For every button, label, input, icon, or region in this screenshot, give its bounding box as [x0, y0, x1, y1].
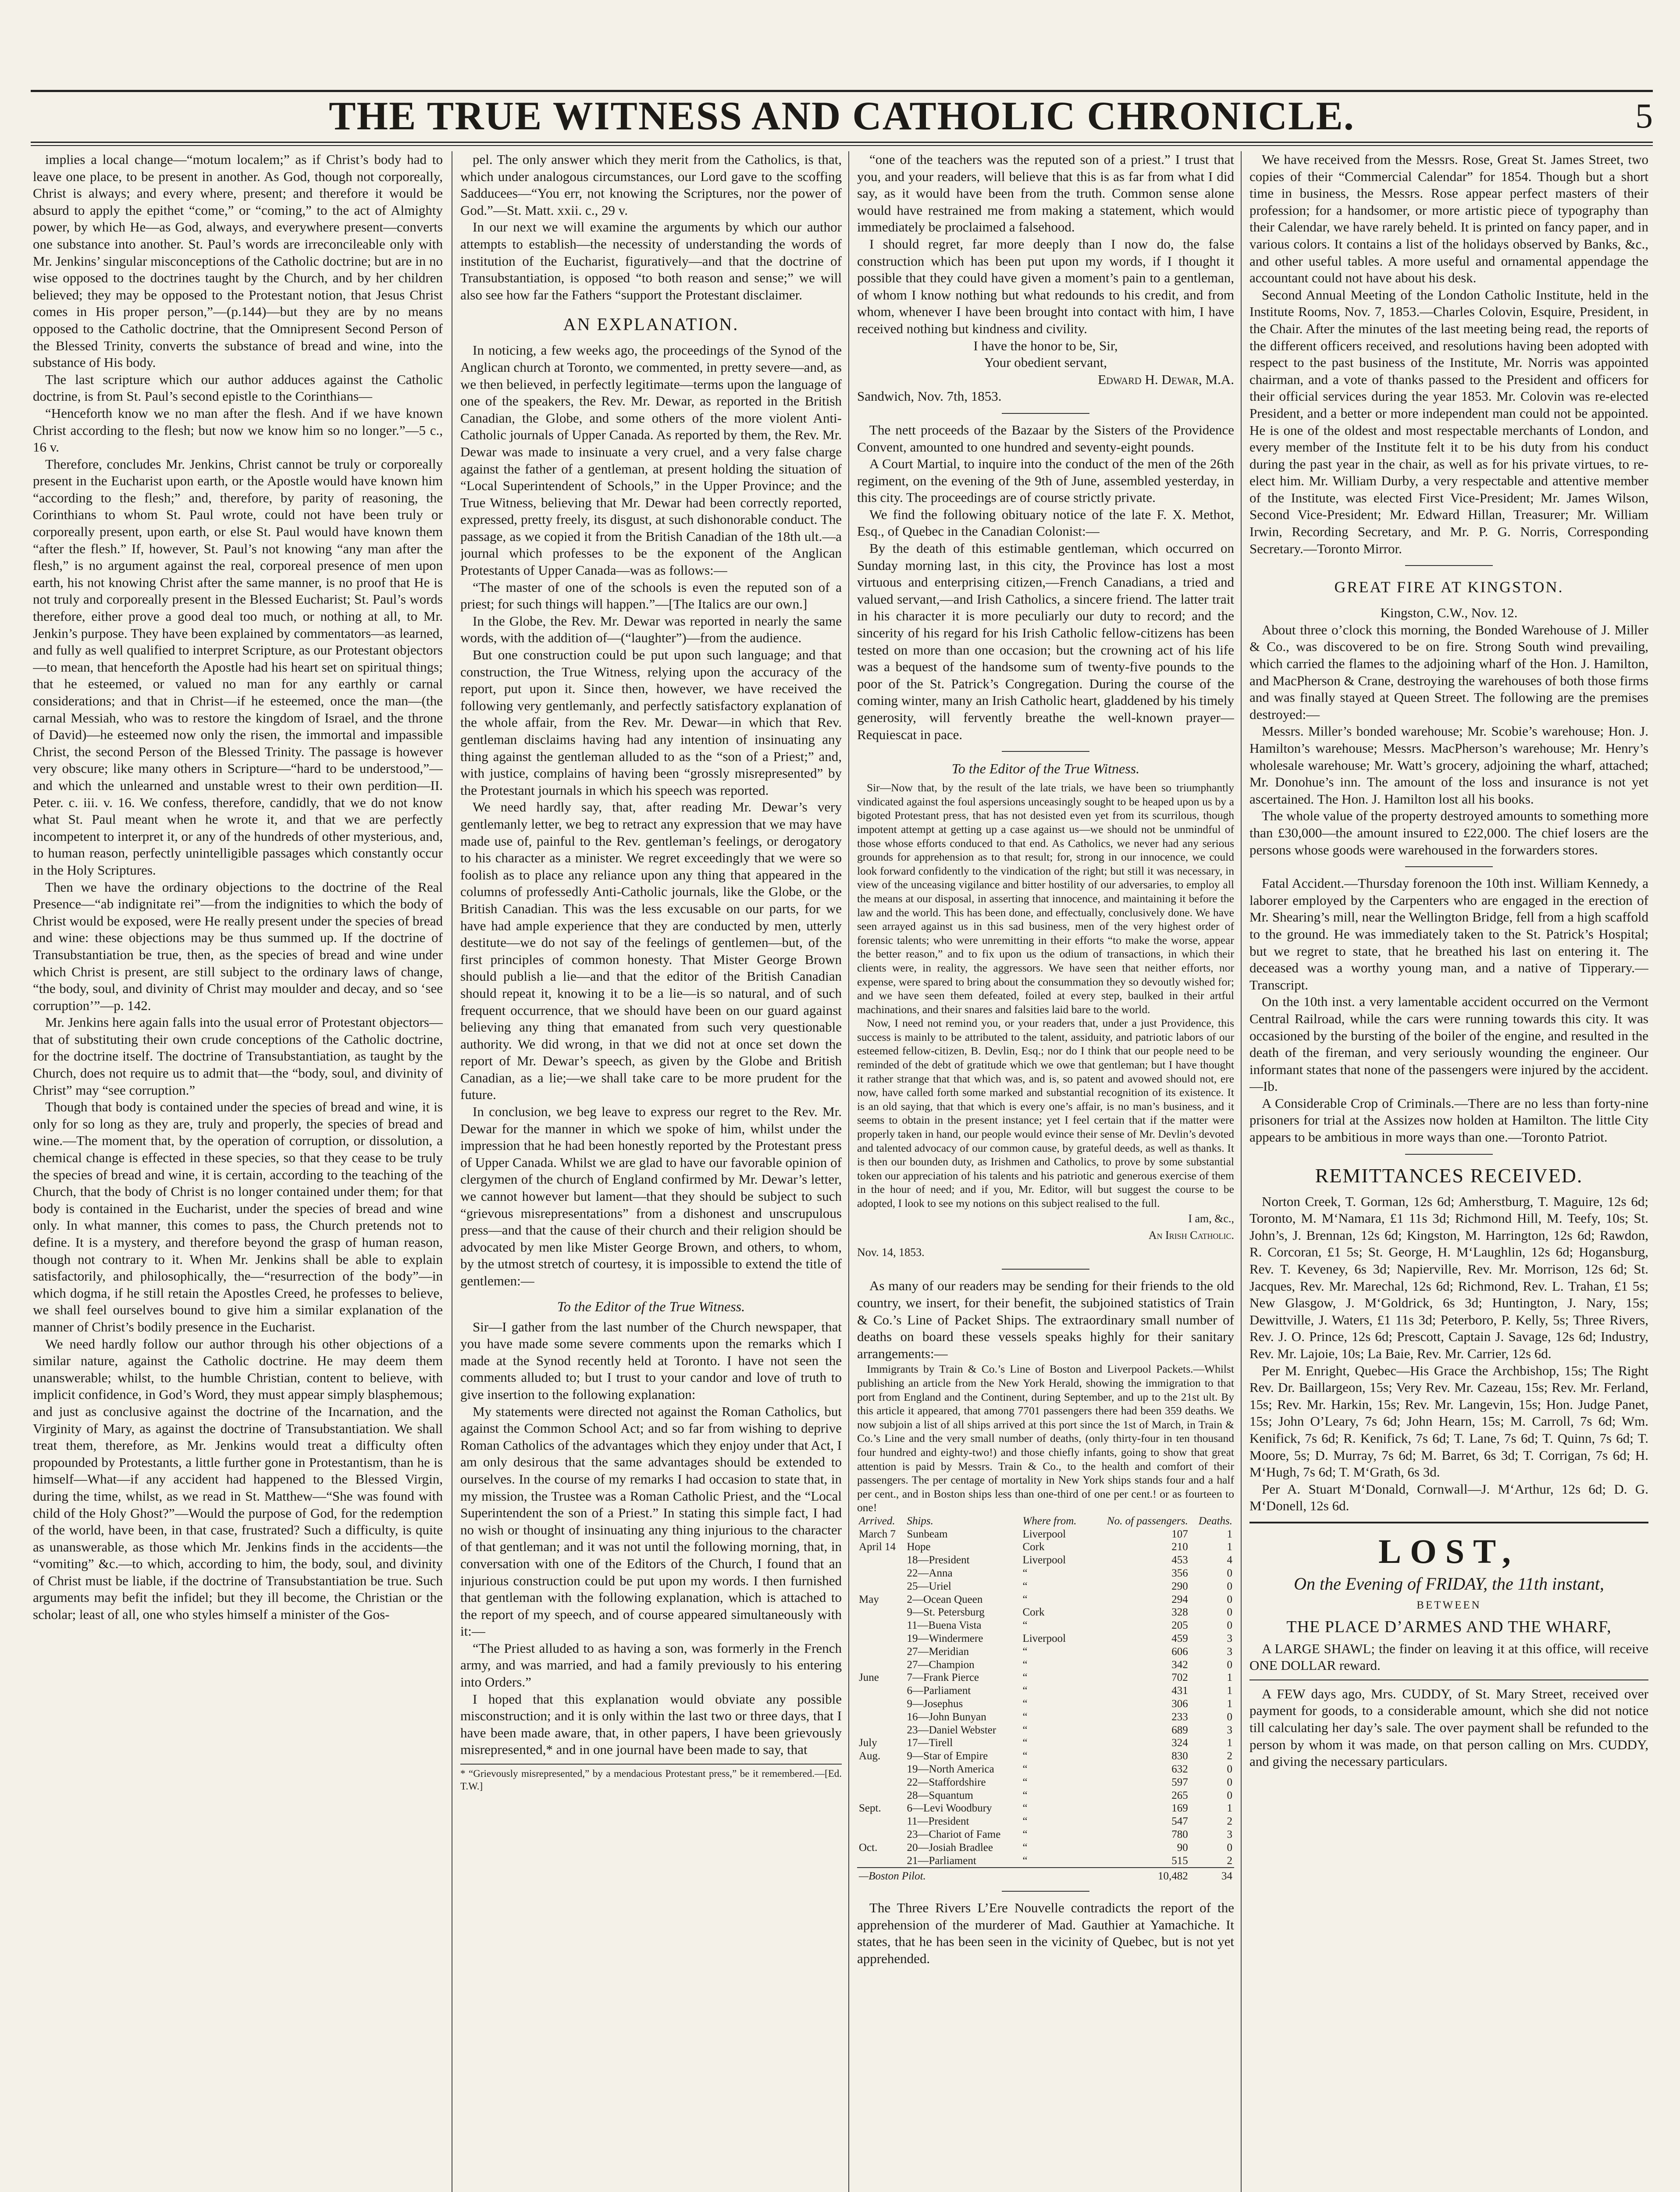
table-cell: 2: [1227, 1815, 1232, 1828]
lost-title: LOST,: [1378, 1532, 1520, 1570]
table-cell: “: [1022, 1672, 1028, 1684]
table-row: [857, 1724, 1234, 1737]
table-cell: 0: [1227, 1619, 1232, 1632]
table-cell: [857, 1567, 905, 1580]
masthead-bottom-rule-2: [31, 145, 1653, 146]
table-cell: “: [1022, 1711, 1028, 1723]
table-cell: [857, 1815, 905, 1828]
table-cell: [857, 1580, 905, 1593]
table-cell: 19—Windermere: [907, 1633, 983, 1645]
divider: [1002, 1891, 1089, 1892]
table-cell: 3: [1227, 1633, 1232, 1645]
lost-between: BETWEEN: [1417, 1599, 1481, 1611]
signature-name: Edward H. Dewar, M.A.: [1098, 371, 1234, 387]
explanation-heading: AN EXPLANATION.: [563, 314, 739, 334]
table-cell: 290: [1171, 1580, 1188, 1592]
paragraph: “The Priest alluded to as having a son, was formerly in the French army, and was married, and had a family previously to his entering into Orders.”: [460, 1640, 842, 1690]
ships-table-body: [857, 1528, 1234, 1868]
table-cell: 9—Star of Empire: [907, 1750, 988, 1762]
table-cell: 0: [1227, 1580, 1232, 1592]
table-cell: 23—Daniel Webster: [907, 1724, 997, 1736]
table-row: [857, 1684, 1234, 1697]
table-cell: Sunbeam: [907, 1528, 948, 1540]
table-cell: 597: [1171, 1776, 1188, 1788]
table-cell: 1: [1227, 1737, 1232, 1749]
dateline: Nov. 14, 1853.: [857, 1245, 925, 1259]
table-cell: 28—Squantum: [907, 1789, 973, 1801]
table-cell: 2: [1227, 1750, 1232, 1762]
column-header: Ships.: [907, 1515, 933, 1527]
paragraph: pel. The only answer which they merit from the Catholics, is that, which under analogous circumstances, our Lord gave to the scoffing Sadducees—“You err, not knowing the Scriptures, nor the power of God.”—St. Matt. xxii. c., 29 v.: [460, 152, 842, 218]
table-cell: May: [859, 1593, 879, 1605]
fire-article: [1249, 622, 1648, 858]
column-rule: [1241, 151, 1242, 2192]
table-cell: 780: [1171, 1829, 1188, 1840]
paragraph: Second Annual Meeting of the London Catholic Institute, held in the Institute Rooms, Nov. 7, 1853.—Charles Colovin, Esquire, President, in the Chair. After the minutes of the last meeting being read, the reports of the different officers received, and resolutions having been adopted with respect to the past business of the Institute, Mr. Norris was appointed chairman, and a vote of thanks passed to the President and officers for their official services during the year 1853. Mr. Colovin was re-elected President, and a better or more independent man could not be appointed. He is one of the oldest and most respectable merchants of London, and every member of the Institute felt it to be his duty from his conduct during the past year in the chair, as well as for his private virtues, to re-elect him. Mr. William Durby, a very respectable and attentive member of the Institute, was elected First Vice-President; Mr. James Wilson, Second Vice-President; Mr. Edward Hillan, Treasurer; Mr. William Irwin, Recording Secretary, and Mr. P. G. Norris, Corresponding Secretary.—Toronto Mirror.: [1249, 287, 1648, 556]
table-cell: 294: [1171, 1593, 1188, 1605]
table-cell: 356: [1171, 1567, 1188, 1580]
table-cell: “: [1022, 1658, 1028, 1671]
table-cell: 9—St. Petersburg: [907, 1606, 985, 1619]
table-cell: 547: [1171, 1815, 1188, 1828]
masthead: [31, 90, 1653, 138]
table-cell: “: [1022, 1802, 1028, 1815]
paragraph: In the Globe, the Rev. Mr. Dewar was reported in nearly the same words, with the addition of—(“laughter”)—from the audience.: [460, 613, 842, 646]
table-cell: 0: [1227, 1763, 1232, 1776]
column-1: [33, 151, 443, 2192]
table-cell: “: [1022, 1685, 1028, 1697]
table-cell: 18—President: [907, 1554, 970, 1566]
column-2: [460, 151, 842, 2192]
table-cell: Liverpool: [1022, 1554, 1066, 1566]
fire-dateline: Kingston, C.W., Nov. 12.: [1380, 605, 1518, 621]
table-cell: 210: [1171, 1541, 1188, 1553]
table-cell: [857, 1645, 905, 1658]
paragraph: Messrs. Miller’s bonded warehouse; Mr. Scobie’s warehouse; Hon. J. Hamilton’s warehouse; Messrs. MacPherson’s warehouse; Mr. Henry’s wholesale warehouse; Mr. Watt’s grocery, adjoining the wharf, attached; Mr. Donohue’s inn. The amount of the loss and insurance is not yet ascertained. The Hon. J. Hamilton lost all his books.: [1249, 723, 1648, 807]
table-row: [857, 1854, 1234, 1868]
table-cell: “: [1022, 1698, 1028, 1710]
paragraph: “The master of one of the schools is even the reputed son of a priest; for such things will happen.”—[The Italics are our own.]: [460, 579, 842, 612]
table-row: [857, 1541, 1234, 1554]
table-cell: 107: [1171, 1528, 1188, 1540]
table-cell: “: [1022, 1854, 1028, 1867]
table-cell: [857, 1619, 905, 1632]
table-cell: [857, 1606, 905, 1619]
column-header: Arrived.: [859, 1515, 895, 1527]
table-row: [857, 1554, 1234, 1567]
dewar-letter: [460, 1319, 842, 1758]
paragraph: On the 10th inst. a very lamentable accident occurred on the Vermont Central Railroad, while the cars were running towards this city. It was occasioned by the bursting of the boiler of the engine, and resulted in the death of the fireman, and very seriously wounding the engineer. Our informant states that none of the passengers were injured by the accident.—Ib.: [1249, 994, 1648, 1094]
table-cell: 1: [1227, 1802, 1232, 1815]
paragraph: We have received from the Messrs. Rose, Great St. James Street, two copies of their “Commercial Calendar” for 1854. Though but a short time in business, the Messrs. Rose appear perfect masters of their profession; for a handsomer, or more artistic piece of typography than their Calendar, we have rarely beheld. It is printed on fancy paper, and in various colors. It contains a list of the holidays observed by Banks, &c., and other useful tables. A more useful and ornamental appendage the accountant could not have about his desk.: [1249, 152, 1648, 286]
letter-heading: To the Editor of the True Witness.: [951, 761, 1140, 777]
table-cell: 324: [1171, 1737, 1188, 1749]
paragraph: Now, I need not remind you, or your readers that, under a just Providence, this success is mainly to be attributed to the talent, assiduity, and patriotic labors of our esteemed fellow-citizen, B. Devlin, Esq.; nor do I think that our people need to be reminded of the debt of gratitude which we owe that gentleman; but I have thought it rather strange that that which was, and is, so patent and avowed should not, ere now, have called forth some marked and substantial recognition of its existence. It is an old saying, that that which is every one’s affair, is no man’s business, and it seems to obtain in the present instance; yet I feel certain that if the matter were properly taken in hand, our people would evince their sense of Mr. Devlin’s devoted and talented advocacy of our common cause, by grateful deeds, as well as thanks. It is then our bounden duty, as Irishmen and Catholics, to prove by some substantial token our appreciation of his talents and his patriotic and generous exercise of them in the hour of need; and if you, Mr. Editor, will but suggest the course to be adopted, I look to see my notions on this subject realised to the full.: [857, 1017, 1234, 1210]
three-rivers-note: [857, 1900, 1234, 1967]
table-cell: [857, 1632, 905, 1645]
table-cell: 27—Champion: [907, 1658, 975, 1671]
packet-ships-intro: [857, 1277, 1234, 1362]
table-cell: 20—Josiah Bradlee: [907, 1841, 993, 1854]
table-cell: Cork: [1022, 1606, 1045, 1619]
table-cell: 9—Josephus: [907, 1698, 963, 1710]
table-cell: 265: [1171, 1789, 1188, 1801]
article-conclusion: [460, 151, 842, 303]
paragraph: The nett proceeds of the Bazaar by the Sisters of the Providence Convent, amounted to one hundred and seventy-eight pounds.: [857, 422, 1234, 455]
table-cell: 2—Ocean Queen: [907, 1593, 983, 1605]
train-co-paragraph: Immigrants by Train & Co.’s Line of Boston and Liverpool Packets.—Whilst publishing an article from the New York Herald, showing the immigration to that port from England and the Continent, during September, and up to the 21st ult. By this article it appeared, that among 7701 passengers there had been 359 deaths. We now subjoin a list of all ships arrived at this port since the 1st of March, in Train & Co.’s Line and the very small number of deaths, (only thirty-four in ten thousand four hundred and eighty-two!) and those chiefly infants, going to show that great attention is paid by Messrs. Train & Co., to the health and comfort of their passengers. The per centage of mortality in New York ships stands four and a half per cent., and in Boston ships less than one-third of one per cent.! or as fourteen to one!: [857, 1363, 1234, 1514]
table-cell: Aug.: [859, 1750, 881, 1762]
paragraph: Per M. Enright, Quebec—His Grace the Archbishop, 15s; The Right Rev. Dr. Baillargeon, 15s; Very Rev. Mr. Cazeau, 15s; Rev. Mr. Ferland, 15s; Rev. Mr. Harkin, 15s; Rev. Mr. Langevin, 15s; Hon. Judge Panet, 15s; John O’Leary, 7s 6d; John Hearn, 15s; M. Carroll, 7s 6d; Wm. Kenifick, 7s 6d; R. Kenifick, 7s 6d; T. Lane, 7s 6d; T. Quinn, 7s 6d; T. Moore, 5s; D. Murray, 7s 6d; M. Barret, 6s 3d; T. Corrigan, 7s 6d; H. M‘Hugh, 7s 6d; T. M‘Grath, 6s 3d.: [1249, 1363, 1648, 1480]
paragraph: I should regret, far more deeply than I now do, the false construction which has been put upon my words, if I thought it possible that they could have given a moment’s pain to a gentleman, of whom I know nothing but what redounds to his credit, and from whom, whenever I have been brought into contact with him, I have received nothing but kindness and civility.: [857, 236, 1234, 336]
table-cell: 342: [1171, 1658, 1188, 1671]
table-cell: 27—Meridian: [907, 1645, 969, 1658]
newspaper-title: THE TRUE WITNESS AND CATHOLIC CHRONICLE.: [329, 93, 1355, 138]
table-cell: 233: [1171, 1711, 1188, 1723]
news-notes: [1249, 151, 1648, 557]
paragraph: The last scripture which our author adduces against the Catholic doctrine, is from St. Paul’s second epistle to the Corinthians—: [33, 371, 443, 404]
paragraph: We need hardly say, that, after reading Mr. Dewar’s very gentlemanly letter, we beg to retract any expression that we may have made use of, painful to the Rev. gentleman’s feelings, or derogatory to his character as a minister. We regret exceedingly that we were so foolish as to place any reliance upon any thing that appeared in the columns of professedly Anti-Catholic journals, like the Globe, or the British Canadian. This was the less excusable on our parts, for we have had ample experience that they are conducted by men, utterly destitute—we do not say of the feelings of gentlemen—but, of the first principles of common honesty. That Mister George Brown should publish a lie—and that the editor of the British Canadian should repeat it, knowing it to be a lie—is so natural, and of such frequent occurrence, that we should have been on our guard against believing any thing that emanated from such very questionable authority. We did wrong, in that we did not at once set down the report of Mr. Dewar’s speech, as given by the Globe and British Canadian, as a lie;—we shall take care to be more prudent for the future.: [460, 799, 842, 1103]
paragraph: By the death of this estimable gentleman, which occurred on Sunday morning last, in this city, the Province has lost a most virtuous and enterprising citizen,—French Canadians, a tried and valued servant,—and Irish Catholics, a sincere friend. The latter trait in his character it is more peculiarly our duty to record; and the sincerity of his regard for his Irish Catholic fellow-citizens has been tested on more than one occasion; but the crowning act of his life was a bequest of the handsome sum of twenty-five pounds to the poor of the St. Patrick’s Congregation. During the course of the coming winter, many an Irish Catholic heart, gladdened by his timely generosity, will fervently breathe the well-known prayer—Requiescat in pace.: [857, 541, 1234, 742]
paragraph: In conclusion, we beg leave to express our regret to the Rev. Mr. Dewar for the manner in which we spoke of him, whilst under the impression that he had been honestly reported by the Protestant press of Upper Canada. Whilst we are glad to have our favorable opinion of clergymen of the church of England confirmed by Mr. Dewar’s letter, we cannot however but lament—that they should be subject to such “grievous misrepresentations” from a dishonest and unscrupulous press—and that the cause of their church and their religion should be advocated by men like Mister George Brown, and others, to whom, by the utmost stretch of courtesy, it is impossible to extend the title of gentlemen:—: [460, 1104, 842, 1288]
table-cell: 453: [1171, 1554, 1188, 1566]
table-cell: Hope: [907, 1541, 931, 1553]
table-row: [857, 1802, 1234, 1815]
table-cell: Cork: [1022, 1541, 1045, 1553]
table-row: [857, 1763, 1234, 1776]
table-cell: 2: [1227, 1854, 1232, 1867]
table-row: [857, 1776, 1234, 1789]
table-cell: Oct.: [859, 1841, 878, 1854]
table-cell: [857, 1854, 905, 1868]
paragraph: Therefore, concludes Mr. Jenkins, Christ cannot be truly or corporeally present in the Eucharist upon earth, or the Apostle would have known him “according to the flesh;” and, therefore, by parity of reasoning, the Corinthians to whom St. Paul wrote, could not have been truly or corporeally present, upon earth, or else St. Paul would have known them “after the flesh.” If, however, St. Paul’s not knowing “any man after the flesh,” is no argument against the real, corporeal presence of men upon earth, his not knowing Christ after the same manner, is no proof that He is not truly and corporeally present in the Blessed Eucharist; St. Paul’s words therefore, either prove a good deal too much, or nothing at all, to Mr. Jenkin’s purpose. They have been explained by commentators—as learned, and fully as well qualified to interpret Scripture, as our Protestant objectors—to mean, that henceforth the Apostle had his heart set on spiritual things; that he esteemed, or valued no man for any earthly or carnal considerations; and that in Christ—if he esteemed, once the man—(the carnal Messiah, who was to restore the kingdom of Israel, and the throne of David)—he esteemed now only the risen, the immortal and impassible Christ, the second Person of the Blessed Trinity. The passage is however very obscure; like many others in Scripture—“hard to be understood,”—and which the unlearned and unstable wrest to their own perdition—II. Peter. c. iii. v. 16. We confess, therefore, candidly, that we do not know what St. Paul meant when he wrote it, and that we are perfectly incompetent to interpret it, or any of the hundreds of other mysterious, and, to human reason, perfectly unintelligible passages which constantly occur in the Holy Scriptures.: [33, 456, 443, 878]
table-row: [857, 1606, 1234, 1619]
table-cell: 3: [1227, 1724, 1232, 1736]
local-news: [857, 422, 1234, 743]
table-cell: 0: [1227, 1789, 1232, 1801]
table-cell: 205: [1171, 1619, 1188, 1632]
table-cell: 90: [1177, 1841, 1188, 1854]
signature-line: Your obedient servant,: [984, 355, 1107, 370]
table-cell: June: [859, 1672, 879, 1684]
table-cell: 0: [1227, 1711, 1232, 1723]
train-co-article: [857, 1362, 1234, 1515]
table-row: [857, 1658, 1234, 1672]
table-cell: 306: [1171, 1698, 1188, 1710]
table-cell: “: [1022, 1841, 1028, 1854]
masthead-bottom-rule: [31, 142, 1653, 143]
divider: [1405, 565, 1493, 566]
table-row: [857, 1645, 1234, 1658]
table-cell: [857, 1697, 905, 1711]
lost-place: THE PLACE D’ARMES AND THE WHARF,: [1286, 1617, 1612, 1636]
page-number: 5: [1635, 97, 1653, 135]
paragraph: Norton Creek, T. Gorman, 12s 6d; Amherstburg, T. Maguire, 12s 6d; Toronto, M. M‘Namara, £1 11s 3d; Richmond Hill, M. Teefy, 10s; St. John’s, J. Brennan, 12s 6d; Kingston, M. Harrington, 12s 6d; Rawdon, R. Corcoran, £1 5s; St. George, H. M‘Laughlin, 12s 6d; Hogansburg, Rev. T. Keveney, 6s 3d; Napierville, Rev. Mr. Morrison, 12s 6d; St. Jacques, Rev. Mr. Marechal, 12s 6d; Richmond, Rev. L. Trahan, £1 5s; New Glasgow, J. M‘Goldrick, 6s 3d; Huntington, J. Nary, 15s; Dewittville, J. Waters, £1 11s 3d; Peterboro, P. Kelly, 5s; Three Rivers, Rev. J. O. Prince, 12s 6d; Prescott, Captain J. Savage, 12s 6d; Industry, Rev. Mr. Lajoie, 10s; La Baie, Rev. Mr. Carrier, 12s 6d.: [1249, 1193, 1648, 1361]
paragraph: My statements were directed not against the Roman Catholics, but against the Common School Act; and so far from wishing to deprive Roman Catholics of the advantages which they enjoy under that Act, I am only desirous that the same advantages should be extended to ourselves. In the course of my remarks I had occasion to state that, in my mission, the Trustee was a Roman Catholic Priest, and the “Local Superintendent the son of a Priest.” In stating this simple fact, I had no wish or thought of insinuating any thing injurious to the character of that gentleman; and it was not until the following morning, that, in conversation with one of the Editors of the Church, I found that an injurious construction could be put upon my words. I then furnished that gentleman with the following explanation, which is attached to the report of my speech, and of course appeared simultaneously with it:—: [460, 1403, 842, 1639]
table-cell: 0: [1227, 1658, 1232, 1671]
divider: [1002, 1269, 1089, 1270]
table-row: [857, 1671, 1234, 1684]
column-header: Deaths.: [1198, 1515, 1232, 1527]
paragraph: “Henceforth know we no man after the flesh. And if we have known Christ according to the flesh; but now we know him so no longer.”—5 c., 16 v.: [33, 405, 443, 455]
table-cell: 1: [1227, 1685, 1232, 1697]
table-cell: [857, 1658, 905, 1672]
irish-catholic-letter: [857, 781, 1234, 1210]
table-cell: “: [1022, 1776, 1028, 1788]
paragraph: In our next we will examine the arguments by which our author attempts to establish—the necessity of understanding the words of institution of the Eucharist, figuratively—and that the doctrine of Transubstantiation, is opposed “to both reason and sense;” we will also see how far the Fathers “support the Protestant disclaimer.: [460, 219, 842, 302]
table-cell: 169: [1171, 1802, 1188, 1815]
paragraph: A Court Martial, to inquire into the conduct of the men of the 26th regiment, on the evening of the 9th of June, assembled yesterday, in this city. The proceedings are of course strictly private.: [857, 456, 1234, 505]
table-cell: 3: [1227, 1645, 1232, 1658]
table-row: [857, 1619, 1234, 1632]
table-source: —Boston Pilot.: [857, 1868, 1089, 1883]
divider: [1405, 866, 1493, 867]
table-row: [857, 1841, 1234, 1854]
table-row: [857, 1737, 1234, 1750]
table-row: [857, 1567, 1234, 1580]
explanation-article: [460, 342, 842, 1289]
table-cell: 21—Parliament: [907, 1854, 976, 1867]
table-row: [857, 1828, 1234, 1841]
table-cell: 11—Buena Vista: [907, 1619, 982, 1632]
dewar-letter-cont: [857, 151, 1234, 338]
table-row: [857, 1711, 1234, 1724]
total-passengers: 10,482: [1089, 1868, 1189, 1883]
table-row: [857, 1528, 1234, 1541]
table-header-row: [857, 1515, 1234, 1528]
masthead-top-rule: [31, 90, 1653, 92]
cuddy-advertisement: A FEW days ago, Mrs. CUDDY, of St. Mary Street, received over payment for goods, to a considerable amount, which she did not notice till calculating her day’s sale. The over payment shall be refunded to the person by whom it was made, on that person calling on Mrs. CUDDY, and giving the necessary particulars.: [1249, 1686, 1648, 1769]
ships-table: [857, 1515, 1234, 1883]
column-header: Where from.: [1022, 1515, 1077, 1527]
paragraph: The Three Rivers L’Ere Nouvelle contradicts the report of the apprehension of the murderer of Mad. Gauthier at Yamachiche. It states, that he has been seen in the vicinity of Quebec, but is not yet apprehended.: [857, 1900, 1234, 1966]
table-cell: 22—Staffordshire: [907, 1776, 986, 1788]
letter-heading: To the Editor of the True Witness.: [557, 1298, 745, 1314]
table-cell: “: [1022, 1619, 1028, 1632]
paragraph: Sir—I gather from the last number of the Church newspaper, that you have made some severe comments upon the remarks which I made at the Synod recently held at Toronto. I have not seen the comments alluded to; but I trust to your candor and love of truth to give insertion to the following explanation:: [460, 1319, 842, 1402]
lost-subtitle: On the Evening of FRIDAY, the 11th instant,: [1294, 1573, 1604, 1594]
table-cell: July: [859, 1737, 877, 1749]
divider: [1002, 413, 1089, 414]
table-cell: [857, 1789, 905, 1802]
paragraph: The whole value of the property destroyed amounts to something more than £30,000—the amount insured to £22,000. The chief losers are the persons whose goods were warehoused in the forwarders stores.: [1249, 808, 1648, 858]
table-cell: “: [1022, 1580, 1028, 1592]
table-cell: 1: [1227, 1528, 1232, 1540]
signature-line: I have the honor to be, Sir,: [973, 338, 1118, 353]
column-header: No. of passengers.: [1107, 1515, 1188, 1527]
paragraph: implies a local change—“motum localem;” as if Christ’s body had to leave one place, to be present in another. As God, though not corporeally, Christ is always; and every where, present; and therefore it would be absurd to apply the epithet “come,” or “coming,” to the act of Almighty power, by which He—as God, always, and everywhere present—converts one substance into another. St. Paul’s words are irreconcileable only with Mr. Jenkins’ singular misconceptions of the Catholic doctrine; but are in no wise opposed to the doctrines taught by the Church, and by her children believed; they may be opposed to the Protestant notion, that Jesus Christ comes in His proper person,”—(p.144)—but they are by no means opposed to the Catholic doctrine, that the Omnipresent Second Person of the Blessed Trinity, converts the substance of bread and wine, into the substance of His body.: [33, 152, 443, 370]
fire-heading: GREAT FIRE AT KINGSTON.: [1334, 578, 1564, 596]
table-cell: 22—Anna: [907, 1567, 953, 1580]
table-row: [857, 1750, 1234, 1763]
table-cell: 702: [1171, 1672, 1188, 1684]
paragraph: In noticing, a few weeks ago, the proceedings of the Synod of the Anglican church at Toronto, we commented, in pretty severe—and, as we then believed, in perfectly legitimate—terms upon the language of one of the speakers, the Rev. Mr. Dewar, as reported in the British Canadian, the Globe, and some others of the more violent Anti-Catholic journals of Upper Canada. As reported by them, the Rev. Mr. Dewar was made to insinuate a very cruel, and a very false charge against the father of a gentleman, at present holding the situation of “Local Superintendent of Schools,” in the Upper Province; and the True Witness, believing that Mr. Dewar had been correctly reported, expressed, pretty freely, its disgust, at such dishonorable conduct. The passage, as we copied it from the British Canadian of the 18th ult.—a journal which professes to be the exponent of the Anglican Protestants of Upper Canada—was as follows:—: [460, 342, 842, 578]
paragraph: I hoped that this explanation would obviate any possible misconstruction; and it is only within the last two or three days, that I have been made aware, that, in other papers, I have been grievously misrepresented,* and in one journal have been made to say, that: [460, 1691, 842, 1758]
table-cell: “: [1022, 1750, 1028, 1762]
accident-notes: [1249, 875, 1648, 1146]
table-cell: 4: [1227, 1554, 1232, 1566]
table-cell: “: [1022, 1724, 1028, 1736]
column-rule: [848, 151, 849, 2192]
table-cell: 515: [1171, 1854, 1188, 1867]
table-cell: 23—Chariot of Fame: [907, 1829, 1001, 1840]
lost-body: A LARGE SHAWL; the finder on leaving it at this office, will receive ONE DOLLAR reward.: [1249, 1640, 1648, 1673]
table-total-row: [857, 1868, 1234, 1883]
footnote: * “Grievously misrepresented,” by a mendacious Protestant press,” be it remembered.—[Ed. T.W.]: [460, 1764, 842, 1793]
table-row: [857, 1580, 1234, 1593]
table-cell: [857, 1554, 905, 1567]
paragraph: We find the following obituary notice of the late F. X. Methot, Esq., of Quebec in the Canadian Colonist:—: [857, 506, 1234, 539]
paragraph: Sir—Now that, by the result of the late trials, we have been so triumphantly vindicated against the foul aspersions unceasingly sought to be heaped upon us by a bigoted Protestant press, that has not desisted even yet from its scurrilous, though impotent attempt at getting up a case against us—we should not be unmindful of those whose efforts conduced to that end. As Catholics, we never had any serious grounds for apprehension as to that result; for, strong in our innocence, we could look forward confidently to the vindication of the right; but still it was necessary, in view of the unceasing vigilance and bitter hostility of our adversaries, to employ all the means at our disposal, in asserting that innocence, and maintaining it before the law and the world. This has been done, and effectually, conclusively done. We have seen arrayed against us in this sad business, men of the very highest order of forensic talents; who were unremitting in their efforts “to make the worse, appear the better reason,” and to fix upon us the odium of transactions, in which their clients were, in reality, the aggressors. We have seen that neither efforts, nor expense, were spared to bring about the consummation they so devoutly wished for; and we have seen them defeated, foiled at every step, baulked in their artful machinations, and their snares and falsities laid bare to the world.: [857, 781, 1234, 1016]
table-cell: 3: [1227, 1829, 1232, 1840]
table-cell: Liverpool: [1022, 1528, 1066, 1540]
remittances-list: [1249, 1193, 1648, 1515]
paragraph: But one construction could be put upon such language; and that construction, the True Witness, relying upon the accuracy of the report, put upon it. Since then, however, we have received the following very gentlemanly, and perfectly satisfactory explanation of the whole affair, from the Rev. Mr. Dewar—in which that Rev. gentleman disclaims having had any intention of insinuating any thing against the gentleman alluded to as the “son of a Priest;” and, with justice, complains of having been “grossly misrepresented” by the Protestant journals in which his speech was reported.: [460, 647, 842, 798]
table-cell: 1: [1227, 1541, 1232, 1553]
table-cell: “: [1022, 1737, 1028, 1749]
paragraph: Fatal Accident.—Thursday forenoon the 10th inst. William Kennedy, a laborer employed by the Carpenters who are engaged in the erection of Mr. Shearing’s mill, near the Wellington Bridge, fell from a high scaffold to the ground. He was immediately taken to the St. Patrick’s Hospital; but we regret to state, that he breathed his last on entering it. The deceased was a worthy young man, and a native of Tipperary.—Transcript.: [1249, 875, 1648, 993]
table-cell: “: [1022, 1789, 1028, 1801]
paragraph: Mr. Jenkins here again falls into the usual error of Protestant objectors—that of substituting their own crude conceptions of the Catholic doctrine, for the doctrine itself. The doctrine of Transubstantiation, as taught by the Church, does not require us to admit that—the “body, soul, and divinity of Christ” may “see corruption.”: [33, 1014, 443, 1098]
table-cell: 0: [1227, 1593, 1232, 1605]
table-cell: “: [1022, 1763, 1028, 1776]
lost-advertisement: [1249, 1532, 1648, 1674]
column-3: [857, 151, 1234, 2192]
table-cell: 11—President: [907, 1815, 969, 1828]
table-cell: 431: [1171, 1685, 1188, 1697]
divider: [1002, 751, 1089, 752]
remittances-heading: REMITTANCES RECEIVED.: [1315, 1164, 1583, 1187]
table-cell: 0: [1227, 1841, 1232, 1854]
table-cell: April 14: [859, 1541, 896, 1553]
table-cell: 1: [1227, 1672, 1232, 1684]
table-cell: 17—Tirell: [907, 1737, 953, 1749]
paragraph: Though that body is contained under the species of bread and wine, it is only for so long as they are, truly and properly, the species of bread and wine.—The moment that, by the operation of corruption, or dissolution, a chemical change is effected in these species, so that they cease to be truly the species of bread and wine, it is certain, according to the teaching of the Church, that the body of Christ is no longer contained under them; for that body is contained in the Eucharist, under the species of bread and wine only. In what manner, this comes to pass, the Church pretends not to define. It is a mystery, and therefore beyond the grasp of human reason, though not contrary to it. When Mr. Jenkins shall be able to explain satisfactorily, and philosophically, the—“resurrection of the body”—in which dogma, if he still retain the Apostles Creed, he professes to believe, we shall feel ourselves bound to give him a similar explanation of the manner of Christ’s bodily presence in the Eucharist.: [33, 1099, 443, 1334]
paragraph: “one of the teachers was the reputed son of a priest.” I trust that you, and your readers, will believe that this is as far from what I did say, as it would have been from the truth. Common sense alone would have restrained me from making a statement, which would immediately be proclaimed a falsehood.: [857, 152, 1234, 235]
table-cell: 0: [1227, 1606, 1232, 1619]
table-cell: 6—Parliament: [907, 1685, 971, 1697]
table-cell: 328: [1171, 1606, 1188, 1619]
table-cell: 830: [1171, 1750, 1188, 1762]
signature-line: I am, &c.,: [1188, 1212, 1234, 1225]
dateline: Sandwich, Nov. 7th, 1853.: [857, 388, 1002, 404]
table-cell: 0: [1227, 1567, 1232, 1580]
table-cell: March 7: [859, 1528, 896, 1540]
table-cell: Liverpool: [1022, 1633, 1066, 1645]
table-cell: [857, 1828, 905, 1841]
table-cell: 16—John Bunyan: [907, 1711, 986, 1723]
table-cell: 632: [1171, 1763, 1188, 1776]
table-cell: “: [1022, 1567, 1028, 1580]
divider: [1405, 1154, 1493, 1155]
table-cell: 0: [1227, 1776, 1232, 1788]
table-cell: [857, 1684, 905, 1697]
table-cell: 6—Levi Woodbury: [907, 1802, 992, 1815]
table-cell: 1: [1227, 1698, 1232, 1710]
transubstantiation-article-cont: [33, 151, 443, 1623]
table-row: [857, 1815, 1234, 1828]
table-cell: “: [1022, 1593, 1028, 1605]
table-row: [857, 1697, 1234, 1711]
table-cell: 606: [1171, 1645, 1188, 1658]
table-cell: [857, 1711, 905, 1724]
paragraph: As many of our readers may be sending for their friends to the old country, we insert, for their benefit, the subjoined statistics of Train & Co.’s Line of Packet Ships. The extraordinary small number of deaths on board these vessels speaks highly for their sanitary arrangements:—: [857, 1278, 1234, 1361]
table-cell: 689: [1171, 1724, 1188, 1736]
table-row: [857, 1593, 1234, 1606]
paragraph: About three o’clock this morning, the Bonded Warehouse of J. Miller & Co., was discovered to be on fire. Strong South wind prevailing, which carried the flames to the adjoining wharf of the Hon. J. Hamilton, and MacPherson & Crane, destroying the warehouses of both those firms and was finally stayed at Queen Street. The following are the premises destroyed:—: [1249, 622, 1648, 722]
total-deaths: 34: [1190, 1868, 1234, 1883]
column-4: [1249, 151, 1648, 2192]
table-cell: [857, 1724, 905, 1737]
table-cell: “: [1022, 1815, 1028, 1828]
table-cell: 19—North America: [907, 1763, 994, 1776]
table-row: [857, 1789, 1234, 1802]
paragraph: Then we have the ordinary objections to the doctrine of the Real Presence—“ab indignitate rei”—from the indignities to which the body of Christ would be exposed, were He really present under the species of bread and wine: these objections may be thus summed up. If the doctrine of Transubstantiation be true, then, as the species of bread and wine under which Christ is present, are still subject to the ordinary laws of change, “the body, soul, and divinity of Christ may moulder and decay, and so ‘see corruption’”—p. 142.: [33, 879, 443, 1013]
table-cell: 459: [1171, 1633, 1188, 1645]
table-cell: [857, 1763, 905, 1776]
table-cell: “: [1022, 1829, 1028, 1840]
paragraph: A Considerable Crop of Criminals.—There are no less than forty-nine prisoners for trial at the Assizes now holden at Hamilton. The little City appears to be ambitious in more ways than one.—Toronto Patriot.: [1249, 1095, 1648, 1145]
table-cell: 7—Frank Pierce: [907, 1672, 979, 1684]
table-cell: 25—Uriel: [907, 1580, 951, 1592]
paragraph: We need hardly follow our author through his other objections of a similar nature, against the Catholic doctrine. He may deem them unanswerable; whilst, to the humble Christian, content to believe, with implicit confidence, in God’s Word, they must appear simply blasphemous; and just as conclusive against the doctrine of the Incarnation, and the Virginity of Mary, as against the doctrine of Transubstantiation. We shall treat them, therefore, as Mr. Jenkins would treat a difficulty often propounded by Protestants, a little further gone in Protestantism, than he is himself—What—if any accident had happened to the Blessed Virgin, during the time, whilst, as we read in St. Matthew—“She was found with child of the Holy Ghost?”—Would the purpose of God, for the redemption of the world, have been, in that case, frustrated? Such a difficulty, is quite as unanswerable, as those which Mr. Jenkins finds in the accidents—the “vomiting” &c.—to which, according to him, the body, soul, and divinity of Christ must be liable, if the doctrine of Transubstantiation be true. Such arguments may befit the infidel; but they ill become, the Christian or the scholar; least of all, one who styles himself a minister of the Gos-: [33, 1336, 443, 1623]
table-cell: “: [1022, 1645, 1028, 1658]
table-cell: Sept.: [859, 1802, 881, 1815]
signature-name: An Irish Catholic.: [1148, 1229, 1234, 1242]
paragraph: Per A. Stuart M‘Donald, Cornwall—J. M‘Arthur, 12s 6d; D. G. M‘Donell, 12s 6d.: [1249, 1481, 1648, 1514]
advert-rule: [1249, 1522, 1648, 1523]
table-cell: [857, 1776, 905, 1789]
table-row: [857, 1632, 1234, 1645]
